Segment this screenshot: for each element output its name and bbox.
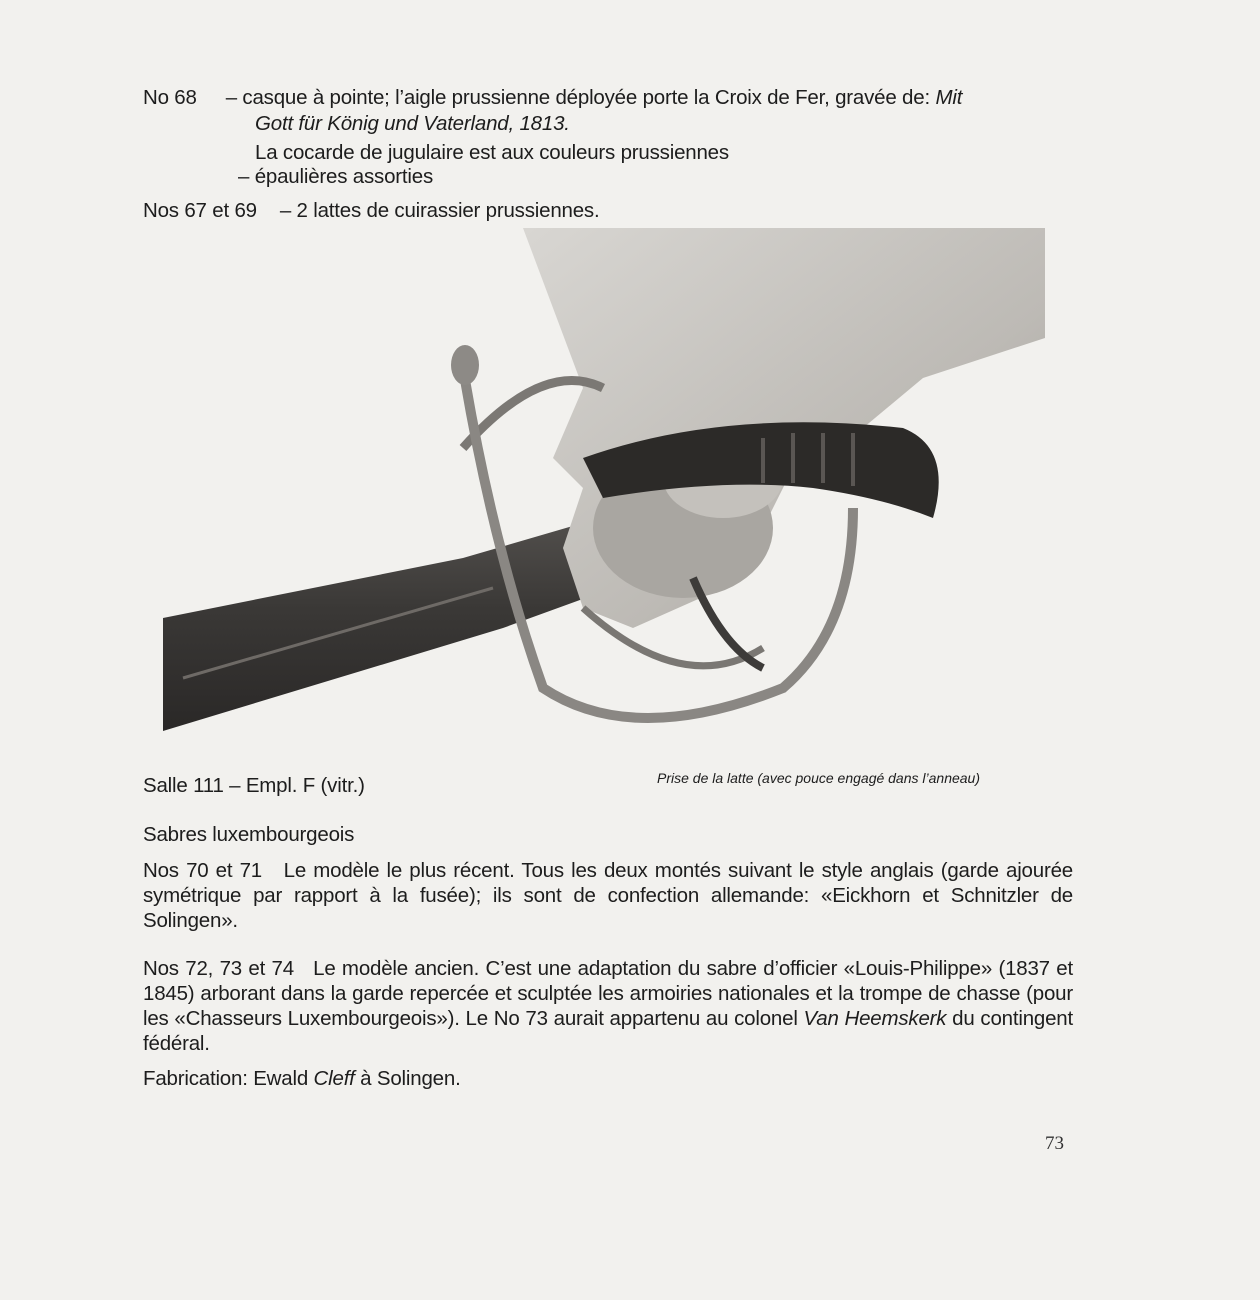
room-location: Salle 111 – Empl. F (vitr.) bbox=[143, 774, 365, 797]
section-heading: Sabres luxembourgeois bbox=[143, 823, 355, 846]
item-no-68-line-4: – épaulières assorties bbox=[238, 165, 434, 188]
item-no-68-line-3: La cocarde de jugulaire est aux couleurs prussiennes bbox=[255, 141, 729, 164]
figure-caption: Prise de la latte (avec pouce engagé dans l’anneau) bbox=[657, 770, 980, 786]
paragraph-nos-72-74: Nos 72, 73 et 74 Le modèle ancien. C’est une adaptation du sabre d’officier «Louis-Philippe» (1837 et 1845) arborant dans la garde repercée et sculptée les armoiries nationales et la trompe de chasse (pour les «Chasseurs Luxembourgeois»). Le No 73 aurait appartenu au colonel Van Heemskerk du contingent fédéral. bbox=[143, 957, 1073, 1055]
fabrication-note: Fabrication: Ewald Cleff à Solingen. bbox=[143, 1067, 461, 1090]
item-no-68-line-1: No 68 – casque à pointe; l’aigle prussienne déployée porte la Croix de Fer, gravée de: Mit bbox=[143, 86, 963, 109]
item-id: Nos 70 et 71 bbox=[143, 859, 262, 882]
page-number: 73 bbox=[1045, 1133, 1064, 1154]
item-no-68-line-2: Gott für König und Vaterland, 1813. bbox=[255, 112, 570, 135]
item-id: Nos 72, 73 et 74 bbox=[143, 957, 294, 980]
sword-grip-photo bbox=[163, 228, 1045, 731]
item-id: No 68 bbox=[143, 86, 197, 109]
item-id: Nos 67 et 69 bbox=[143, 199, 257, 222]
item-nos-67-69: Nos 67 et 69 – 2 lattes de cuirassier prussiennes. bbox=[143, 199, 600, 222]
paragraph-nos-70-71: Nos 70 et 71 Le modèle le plus récent. Tous les deux montés suivant le style anglais (garde ajourée symétrique par rapport à la fusée); ils sont de confection allemande: «Eickhorn et Schnitzler de Solingen». bbox=[143, 859, 1073, 932]
